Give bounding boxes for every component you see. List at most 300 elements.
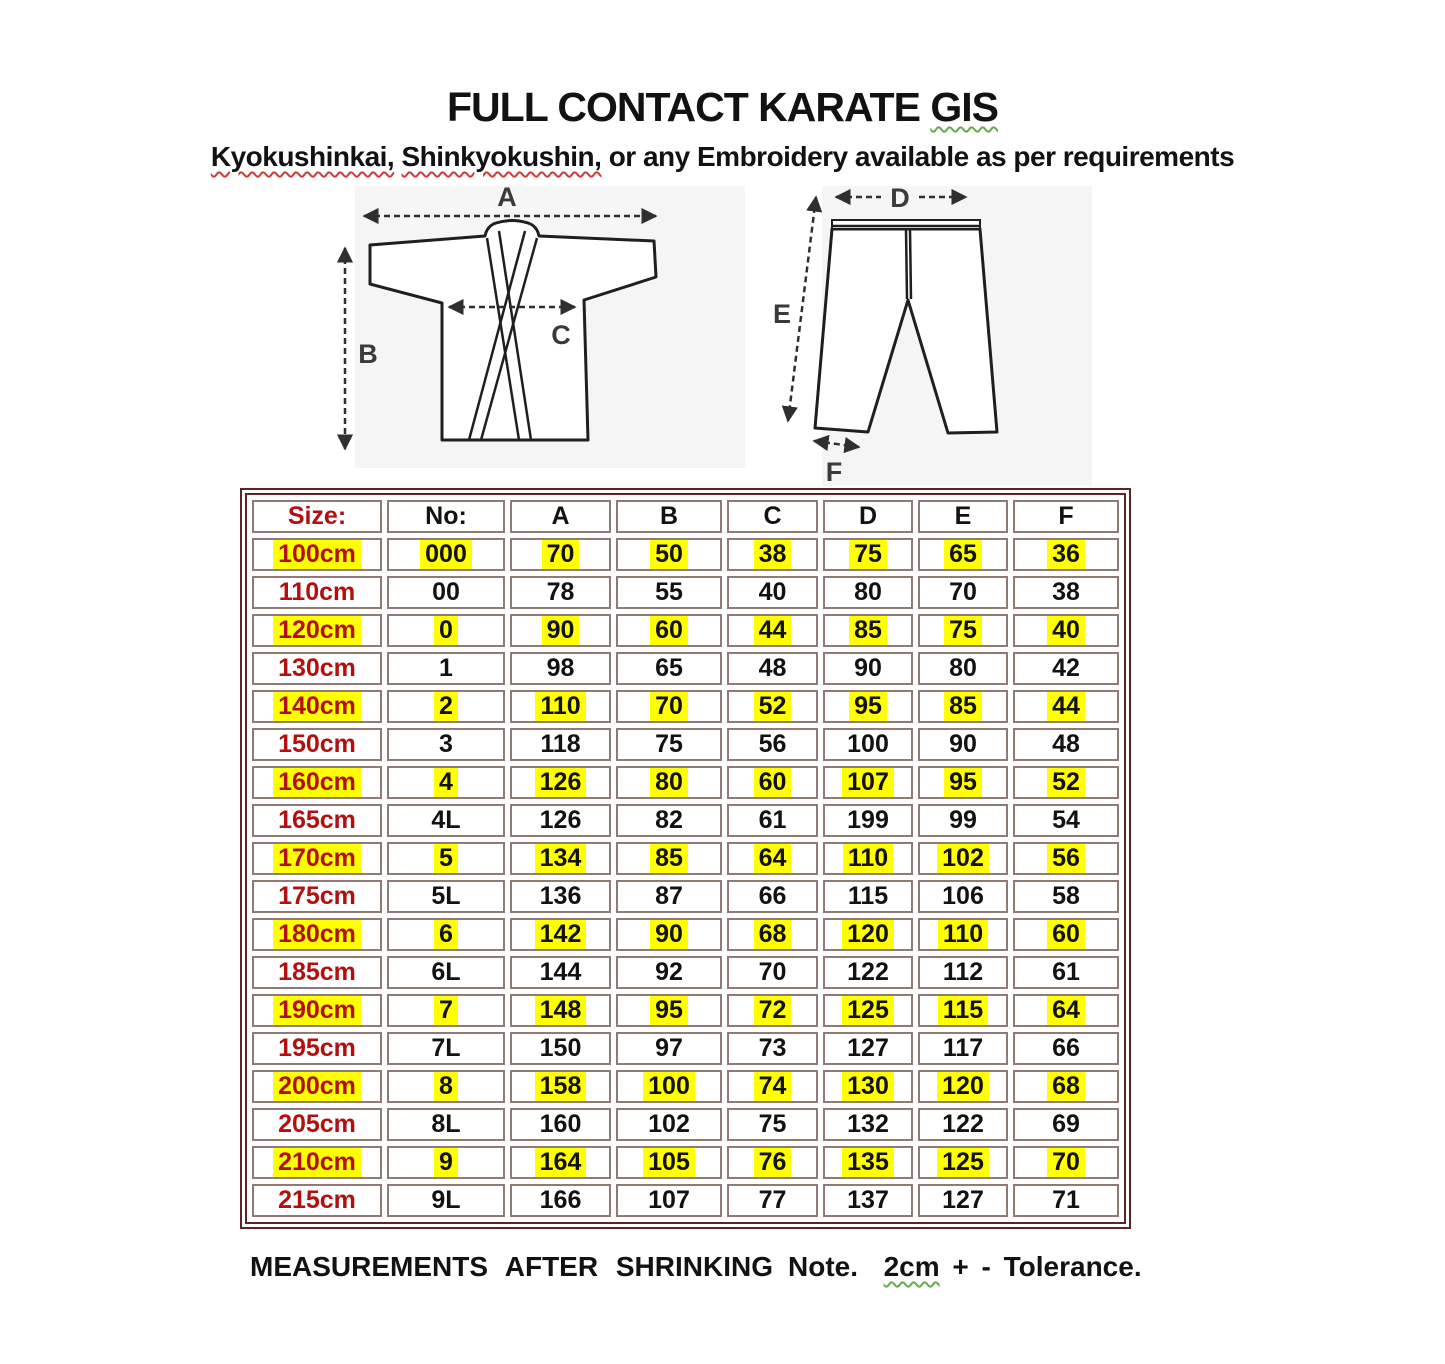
cell-value: 56 — [1047, 844, 1085, 873]
table-row — [252, 842, 1119, 875]
table-cell — [510, 728, 611, 761]
cell-value: 70 — [1047, 1148, 1085, 1177]
cell-value: 97 — [655, 1034, 683, 1062]
table-cell — [823, 804, 913, 837]
cell-value: 160cm — [273, 768, 361, 797]
cell-value: 175cm — [278, 882, 356, 910]
table-cell — [616, 576, 722, 609]
table-cell — [616, 690, 722, 723]
table-row — [252, 994, 1119, 1027]
table-cell — [1013, 728, 1119, 761]
table-cell — [387, 1108, 505, 1141]
table-cell — [918, 1184, 1008, 1217]
cell-value: 122 — [847, 958, 889, 986]
table-cell — [1013, 880, 1119, 913]
table-cell — [387, 1032, 505, 1065]
cell-value: 60 — [754, 768, 792, 797]
table-cell — [727, 652, 818, 685]
cell-value: 135 — [842, 1148, 894, 1177]
table-cell — [387, 994, 505, 1027]
table-cell — [727, 1146, 818, 1179]
table-cell — [823, 842, 913, 875]
cell-value: 137 — [847, 1186, 889, 1214]
cell-value: 72 — [754, 996, 792, 1025]
table-row — [252, 880, 1119, 913]
text-fragment: 2cm — [883, 1251, 940, 1282]
table-cell — [616, 918, 722, 951]
table-cell — [918, 766, 1008, 799]
cell-value: 95 — [849, 692, 887, 721]
table-row — [252, 1070, 1119, 1103]
cell-value: 142 — [535, 920, 587, 949]
cell-value: 130 — [842, 1072, 894, 1101]
table-cell — [616, 1070, 722, 1103]
cell-value: 64 — [754, 844, 792, 873]
table-row — [252, 576, 1119, 609]
cell-value: 00 — [432, 578, 460, 606]
table-cell — [616, 728, 722, 761]
cell-value: 190cm — [273, 996, 361, 1025]
cell-value: 80 — [854, 578, 882, 606]
table-cell — [510, 576, 611, 609]
size-cell — [252, 576, 382, 609]
table-row — [252, 1108, 1119, 1141]
table-cell — [510, 918, 611, 951]
cell-value: 120 — [937, 1072, 989, 1101]
cell-value: 115 — [847, 882, 889, 910]
table-cell — [1013, 1146, 1119, 1179]
cell-value: 210cm — [273, 1148, 361, 1177]
cell-value: 60 — [650, 616, 688, 645]
cell-value: 90 — [542, 616, 580, 645]
cell-value: 158 — [535, 1072, 587, 1101]
table-row — [252, 1146, 1119, 1179]
cell-value: 7 — [434, 996, 458, 1025]
jacket-length-label: B — [358, 339, 378, 369]
cell-value: 98 — [546, 654, 575, 682]
cell-value: 100 — [643, 1072, 695, 1101]
cell-value: 65 — [655, 654, 683, 682]
table-cell — [510, 1032, 611, 1065]
size-cell — [252, 1184, 382, 1217]
table-cell — [823, 690, 913, 723]
table-cell — [387, 728, 505, 761]
cell-value: 185cm — [278, 958, 356, 986]
cell-value: 69 — [1052, 1110, 1080, 1138]
cell-value: 8L — [431, 1110, 461, 1138]
cell-value: 65 — [944, 540, 982, 569]
cell-value: 40 — [1047, 616, 1085, 645]
table-row — [252, 728, 1119, 761]
cell-value: 95 — [944, 768, 982, 797]
cell-value: 0 — [434, 616, 458, 645]
size-cell — [252, 804, 382, 837]
cell-value: 90 — [949, 730, 977, 758]
cell-value: 115 — [938, 996, 988, 1025]
table-cell — [727, 956, 818, 989]
table-cell — [1013, 842, 1119, 875]
cell-value: 36 — [1047, 540, 1085, 569]
table-cell — [727, 804, 818, 837]
pants-waistband — [832, 220, 980, 229]
cell-value: 56 — [758, 730, 787, 758]
table-cell — [918, 1032, 1008, 1065]
cell-value: 110 — [843, 844, 893, 873]
table-cell — [510, 766, 611, 799]
cell-value: 68 — [754, 920, 792, 949]
cell-value: 38 — [754, 540, 792, 569]
table-cell — [1013, 804, 1119, 837]
cell-value: 58 — [1052, 882, 1080, 910]
table-cell — [918, 1146, 1008, 1179]
cell-value: 120cm — [273, 616, 361, 645]
table-cell — [823, 994, 913, 1027]
table-cell — [616, 842, 722, 875]
table-cell — [1013, 956, 1119, 989]
cell-value: 50 — [650, 540, 688, 569]
cell-value: 68 — [1047, 1072, 1085, 1101]
cell-value: 102 — [648, 1110, 690, 1138]
table-row — [252, 652, 1119, 685]
size-cell — [252, 614, 382, 647]
cell-value: 77 — [758, 1186, 787, 1214]
cell-value: 170cm — [273, 844, 361, 873]
table-cell — [918, 614, 1008, 647]
header-col-a: A — [510, 500, 611, 533]
cell-value: 136 — [539, 882, 582, 910]
table-cell — [387, 614, 505, 647]
cell-value: 105 — [643, 1148, 695, 1177]
table-cell — [1013, 766, 1119, 799]
cell-value: 107 — [842, 768, 894, 797]
table-cell — [727, 1070, 818, 1103]
text-fragment: + - Tolerance. — [939, 1251, 1142, 1282]
cell-value: 118 — [540, 730, 581, 758]
text-fragment: FULL CONTACT KARATE — [447, 84, 931, 130]
cell-value: 75 — [758, 1110, 787, 1138]
jacket-diagram — [335, 183, 755, 483]
cell-value: 110 — [535, 692, 585, 721]
cell-value: 99 — [949, 806, 977, 834]
table-cell — [823, 1032, 913, 1065]
table-cell — [616, 994, 722, 1027]
cell-value: 55 — [655, 578, 683, 606]
cell-value: 85 — [650, 844, 688, 873]
cell-value: 1 — [439, 654, 453, 682]
table-cell — [510, 652, 611, 685]
header-col-no: No: — [387, 500, 505, 533]
cell-value: 4L — [431, 806, 461, 834]
cell-value: 61 — [1052, 958, 1080, 986]
cell-value: 70 — [542, 540, 580, 569]
cell-value: 110 — [938, 920, 988, 949]
table-cell — [387, 804, 505, 837]
cell-value: 70 — [650, 692, 688, 721]
table-cell — [510, 1108, 611, 1141]
table-cell — [616, 1108, 722, 1141]
table-cell — [387, 690, 505, 723]
table-cell — [823, 1108, 913, 1141]
cell-value: 6 — [434, 920, 458, 949]
cell-value: 199 — [847, 806, 889, 834]
table-cell — [510, 538, 611, 571]
cell-value: 61 — [758, 806, 787, 834]
cell-value: 160 — [539, 1110, 582, 1138]
cell-value: 130cm — [278, 654, 356, 682]
size-cell — [252, 1032, 382, 1065]
cell-value: 90 — [854, 654, 882, 682]
cell-value: 127 — [942, 1186, 984, 1214]
size-cell — [252, 1070, 382, 1103]
cell-value: 2 — [434, 692, 458, 721]
table-cell — [823, 1184, 913, 1217]
pants-ankle-label: F — [825, 457, 843, 487]
table-cell — [616, 956, 722, 989]
cell-value: 200cm — [273, 1072, 361, 1101]
cell-value: 100 — [847, 730, 889, 758]
table-cell — [918, 690, 1008, 723]
size-cell — [252, 652, 382, 685]
table-cell — [823, 614, 913, 647]
cell-value: 140cm — [273, 692, 361, 721]
table-cell — [616, 538, 722, 571]
cell-value: 85 — [849, 616, 887, 645]
table-cell — [387, 1184, 505, 1217]
cell-value: 100cm — [273, 540, 361, 569]
size-cell — [252, 1108, 382, 1141]
cell-value: 92 — [655, 958, 683, 986]
table-row — [252, 1184, 1119, 1217]
cell-value: 126 — [539, 806, 582, 834]
table-cell — [918, 1070, 1008, 1103]
cell-value: 75 — [849, 540, 887, 569]
cell-value: 000 — [420, 540, 472, 569]
cell-value: 126 — [535, 768, 587, 797]
cell-value: 134 — [535, 844, 587, 873]
table-cell — [510, 1184, 611, 1217]
cell-value: 64 — [1047, 996, 1085, 1025]
cell-value: 4 — [434, 768, 458, 797]
table-cell — [387, 918, 505, 951]
table-cell — [1013, 994, 1119, 1027]
table-cell — [616, 614, 722, 647]
cell-value: 120 — [842, 920, 894, 949]
table-cell — [510, 690, 611, 723]
cell-value: 5 — [434, 844, 458, 873]
cell-value: 60 — [1047, 920, 1085, 949]
jacket-chest-label: C — [551, 320, 571, 350]
table-row — [252, 804, 1119, 837]
cell-value: 122 — [942, 1110, 984, 1138]
cell-value: 76 — [754, 1148, 792, 1177]
cell-value: 42 — [1052, 654, 1080, 682]
table-cell — [823, 728, 913, 761]
header-col-e: E — [918, 500, 1008, 533]
table-cell — [1013, 1184, 1119, 1217]
table-row — [252, 956, 1119, 989]
cell-value: 40 — [758, 578, 787, 606]
cell-value: 125 — [937, 1148, 989, 1177]
table-cell — [510, 956, 611, 989]
tolerance-note — [788, 1251, 1142, 1283]
cell-value: 205cm — [278, 1110, 356, 1138]
table-cell — [918, 880, 1008, 913]
table-cell — [510, 614, 611, 647]
table-cell — [1013, 690, 1119, 723]
table-cell — [823, 538, 913, 571]
cell-value: 38 — [1052, 578, 1080, 606]
table-cell — [727, 538, 818, 571]
table-cell — [1013, 614, 1119, 647]
table-cell — [918, 994, 1008, 1027]
table-cell — [616, 1184, 722, 1217]
pants-length-label: E — [772, 299, 792, 329]
cell-value: 48 — [758, 654, 787, 682]
text-fragment: Note. — [788, 1251, 884, 1282]
size-cell — [252, 956, 382, 989]
cell-value: 127 — [847, 1034, 889, 1062]
size-cell — [252, 1146, 382, 1179]
table-cell — [918, 918, 1008, 951]
table-cell — [1013, 918, 1119, 951]
cell-value: 132 — [847, 1110, 889, 1138]
table-cell — [727, 842, 818, 875]
table-cell — [1013, 652, 1119, 685]
cell-value: 52 — [1047, 768, 1085, 797]
table-cell — [918, 652, 1008, 685]
size-cell — [252, 842, 382, 875]
table-cell — [387, 576, 505, 609]
cell-value: 150 — [539, 1034, 582, 1062]
cell-value: 78 — [546, 578, 575, 606]
shrinking-note: MEASUREMENTS AFTER SHRINKING — [250, 1251, 773, 1282]
size-cell — [252, 918, 382, 951]
cell-value: 102 — [937, 844, 989, 873]
size-cell — [252, 538, 382, 571]
pants-length-arrow-icon — [788, 197, 816, 421]
table-row — [252, 690, 1119, 723]
cell-value: 148 — [535, 996, 587, 1025]
pants-fly-line-right — [910, 229, 911, 299]
table-cell — [387, 956, 505, 989]
table-cell — [510, 1146, 611, 1179]
table-cell — [727, 994, 818, 1027]
cell-value: 7L — [431, 1034, 461, 1062]
table-cell — [616, 652, 722, 685]
cell-value: 112 — [942, 958, 984, 986]
cell-value: 44 — [1047, 692, 1085, 721]
table-cell — [823, 1070, 913, 1103]
table-cell — [616, 880, 722, 913]
cell-value: 80 — [949, 654, 977, 682]
cell-value: 165cm — [278, 806, 356, 834]
size-cell — [252, 994, 382, 1027]
table-cell — [387, 766, 505, 799]
table-cell — [727, 880, 818, 913]
table-cell — [1013, 1108, 1119, 1141]
cell-value: 180cm — [273, 920, 361, 949]
cell-value: 44 — [754, 616, 792, 645]
size-cell — [252, 690, 382, 723]
header-col-c: C — [727, 500, 818, 533]
table-cell — [823, 576, 913, 609]
header-col-b: B — [616, 500, 722, 533]
table-row — [252, 766, 1119, 799]
table-row — [252, 918, 1119, 951]
cell-value: 164 — [535, 1148, 587, 1177]
table-cell — [823, 652, 913, 685]
cell-value: 166 — [539, 1186, 582, 1214]
table-cell — [1013, 538, 1119, 571]
cell-value: 195cm — [278, 1034, 356, 1062]
table-cell — [823, 1146, 913, 1179]
header-row — [252, 500, 1119, 533]
cell-value: 9 — [434, 1148, 458, 1177]
cell-value: 48 — [1052, 730, 1080, 758]
table-cell — [616, 1146, 722, 1179]
table-cell — [1013, 576, 1119, 609]
table-cell — [823, 956, 913, 989]
cell-value: 70 — [949, 578, 977, 606]
table-cell — [918, 576, 1008, 609]
cell-value: 80 — [650, 768, 688, 797]
table-cell — [823, 880, 913, 913]
cell-value: 3 — [439, 730, 453, 758]
table-cell — [918, 1108, 1008, 1141]
cell-value: 75 — [944, 616, 982, 645]
table-cell — [387, 842, 505, 875]
cell-value: 90 — [650, 920, 688, 949]
cell-value: 110cm — [278, 578, 356, 606]
text-fragment: or any Embroidery available as per requirements — [601, 141, 1235, 172]
header-col-f: F — [1013, 500, 1119, 533]
cell-value: 74 — [754, 1072, 792, 1101]
table-row — [252, 1032, 1119, 1065]
table-cell — [510, 994, 611, 1027]
cell-value: 85 — [944, 692, 982, 721]
size-table-body — [252, 538, 1119, 1217]
table-cell — [727, 766, 818, 799]
table-row — [252, 614, 1119, 647]
header-col-d: D — [823, 500, 913, 533]
table-cell — [918, 842, 1008, 875]
cell-value: 75 — [655, 730, 683, 758]
table-cell — [387, 538, 505, 571]
cell-value: 54 — [1052, 806, 1080, 834]
table-cell — [616, 1032, 722, 1065]
table-cell — [387, 880, 505, 913]
cell-value: 8 — [434, 1072, 458, 1101]
size-cell — [252, 766, 382, 799]
table-cell — [387, 1146, 505, 1179]
text-fragment: GIS — [930, 84, 998, 130]
cell-value: 71 — [1052, 1186, 1080, 1214]
table-cell — [387, 1070, 505, 1103]
table-cell — [510, 842, 611, 875]
table-cell — [727, 614, 818, 647]
table-cell — [727, 728, 818, 761]
table-cell — [727, 576, 818, 609]
cell-value: 87 — [655, 882, 683, 910]
table-cell — [918, 804, 1008, 837]
cell-value: 82 — [655, 806, 683, 834]
table-cell — [616, 766, 722, 799]
cell-value: 73 — [758, 1034, 787, 1062]
cell-value: 107 — [648, 1186, 690, 1214]
table-cell — [510, 804, 611, 837]
cell-value: 66 — [758, 882, 787, 910]
table-cell — [918, 728, 1008, 761]
